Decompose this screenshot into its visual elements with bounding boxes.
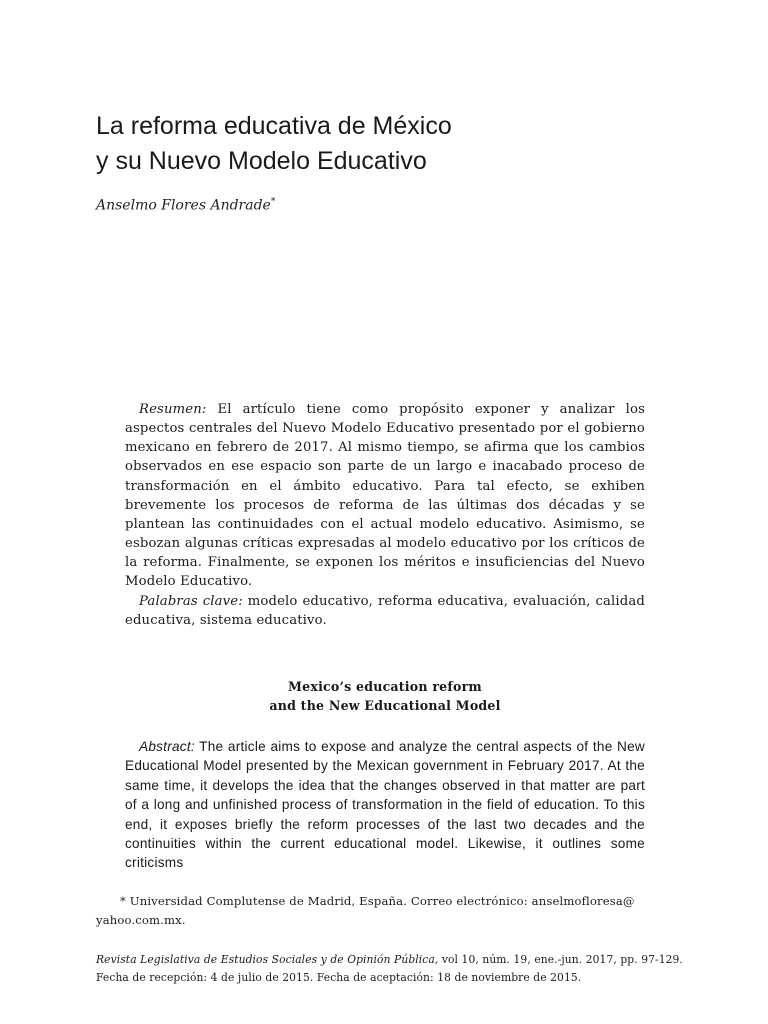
author-footnote-mark: *: [270, 197, 276, 207]
citation-block: [96, 951, 696, 987]
journal-name: Revista Legislativa de Estudios Sociales y de Opinión Pública,: [96, 953, 439, 966]
abstract-paragraph: [125, 737, 645, 873]
author-name: [96, 197, 275, 214]
english-title: [125, 677, 645, 715]
abstract-label: Abstract:: [139, 739, 195, 754]
footnote-line-1: * Universidad Complutense de Madrid, España. Correo electrónico: anselmofloresa@: [120, 894, 635, 908]
abstract-section: [125, 737, 645, 873]
keywords-text: modelo educativo, reforma educativa, evaluación, calidad educativa, sistema educativo.: [125, 593, 645, 628]
author-footnote: [96, 892, 674, 930]
english-title-line-1: Mexico’s education reform: [288, 679, 482, 694]
author-text: Anselmo Flores Andrade: [96, 197, 271, 214]
resumen-paragraph: [125, 400, 645, 592]
keywords-paragraph: [125, 592, 645, 630]
resumen-text: El artículo tiene como propósito exponer y analizar los aspectos centrales del Nuevo Modelo Educativo presentado por el gobierno mexicano en febrero de 2017. Al mismo tiempo, se afirma que los cambios observados en ese espacio son parte de un largo e inacabado proceso de transformación en el ámbito educativo. Para tal efecto, se exhiben brevemente los procesos de reforma de las últimas dos décadas y se plantean las continuidades con el actual modelo educativo. Asimismo, se esbozan algunas críticas expresadas al modelo educativo por los críticos de la reforma. Finalmente, se exponen los méritos e insuficiencias del Nuevo Modelo Educativo.: [125, 402, 645, 590]
title-line-2: y su Nuevo Modelo Educativo: [96, 147, 427, 175]
citation-details: vol 10, núm. 19, ene.-jun. 2017, pp. 97-129.: [438, 953, 683, 966]
english-title-line-2: and the New Educational Model: [269, 698, 501, 713]
abstract-text: The article aims to expose and analyze the central aspects of the New Educational Model presented by the Mexican government in February 2017. At the same time, it develops the idea that the changes observed in that matter are part of a long and unfinished process of transformation in the field of education. To this end, it exposes briefly the reform processes of the last two decades and the continuities within the current educational model. Likewise, it outlines some criticisms: [125, 739, 645, 871]
resumen-section: [125, 400, 645, 630]
citation-line: [96, 951, 696, 969]
footnote-line-2: yahoo.com.mx.: [96, 913, 186, 927]
citation-dates: Fecha de recepción: 4 de julio de 2015. Fecha de aceptación: 18 de noviembre de 2015.: [96, 971, 582, 984]
keywords-label: Palabras clave:: [139, 593, 243, 609]
resumen-label: Resumen:: [139, 402, 207, 417]
article-title: [96, 109, 656, 179]
title-line-1: La reforma educativa de México: [96, 112, 452, 140]
